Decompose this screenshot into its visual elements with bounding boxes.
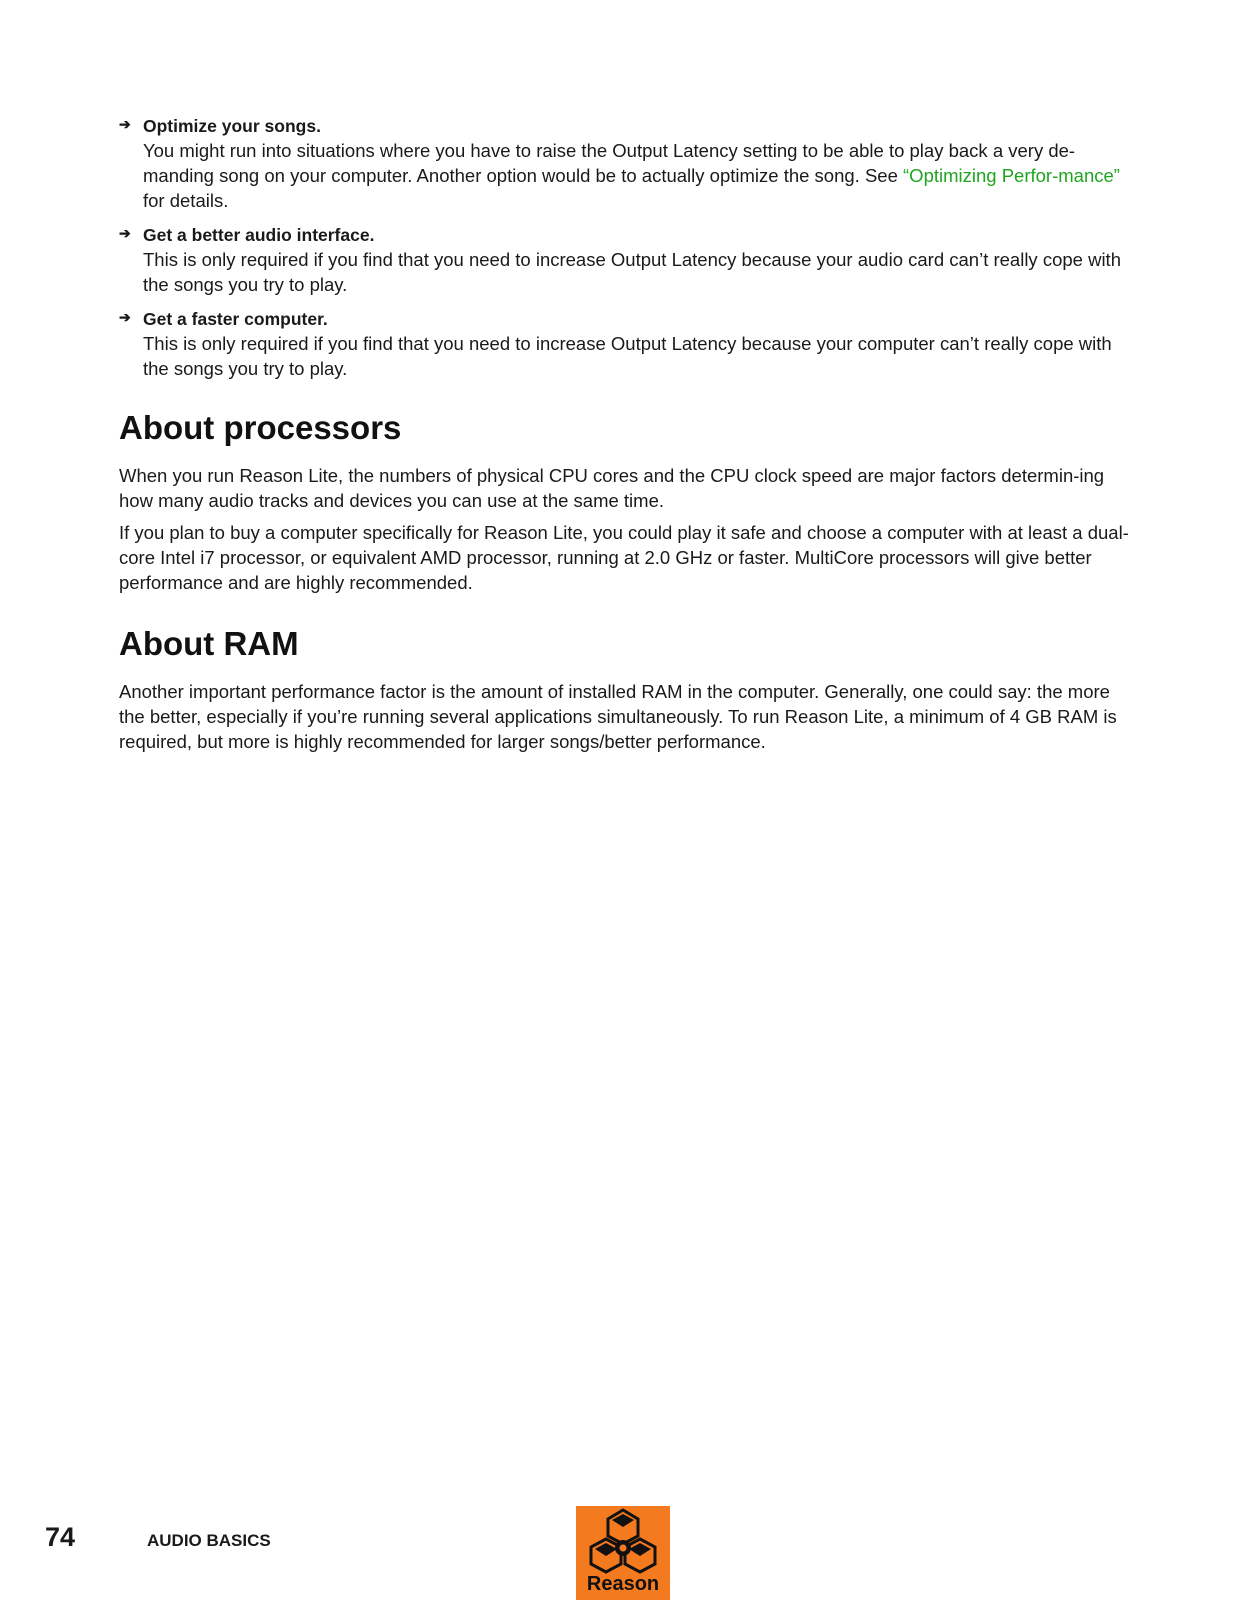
processors-paragraph-1: When you run Reason Lite, the numbers of physical CPU cores and the CPU clock speed are major factors determin-ing how many audio tracks and devices you can use at the same time.: [119, 465, 1105, 511]
footer-section-name: AUDIO BASICS: [147, 1531, 271, 1550]
tip-title: Optimize your songs.: [143, 116, 321, 136]
arrow-right-icon: ➔: [119, 225, 131, 241]
heading-about-ram: About RAM: [119, 625, 299, 662]
reason-logo: [576, 1506, 670, 1600]
page-number: 74: [45, 1522, 76, 1552]
logo-text: Reason: [586, 1573, 660, 1595]
tips-list: [119, 114, 1129, 391]
optimizing-performance-link[interactable]: “Optimizing Perfor-mance”: [903, 165, 1120, 186]
processors-paragraph-2: If you plan to buy a computer specifically for Reason Lite, you could play it safe and choose a computer with at least a dual-core Intel i7 processor, or equivalent AMD processor, running at 2.0 GHz or faster. MultiCore processors will give better performance and are highly recommended.: [119, 522, 1129, 593]
arrow-right-icon: ➔: [119, 116, 131, 132]
tip-title: Get a faster computer.: [143, 309, 328, 329]
tip-text: This is only required if you find that you need to increase Output Latency because your audio card can’t really cope with the songs you try to play.: [143, 249, 1121, 295]
tip-faster-computer: [119, 307, 1129, 381]
arrow-right-icon: ➔: [119, 309, 131, 325]
tip-text: You might run into situations where you have to raise the Output Latency setting to be able to play back a very de-manding song on your computer. Another option would be to actually optimize the song. See “Optimizing Perfor-mance” for details.: [143, 140, 1120, 211]
tip-title: Get a better audio interface.: [143, 225, 375, 245]
tip-text: This is only required if you find that you need to increase Output Latency because your computer can’t really cope with the songs you try to play.: [143, 333, 1112, 379]
ram-paragraph: Another important performance factor is the amount of installed RAM in the computer. Generally, one could say: the more the better, especially if you’re running several applications simultaneously. To run Reason Lite, a minimum of 4 GB RAM is required, but more is highly recommended for larger songs/better performance.: [119, 681, 1117, 752]
tip-optimize-songs: [119, 114, 1129, 213]
tip-audio-interface: [119, 223, 1129, 297]
heading-about-processors: About processors: [119, 409, 402, 446]
